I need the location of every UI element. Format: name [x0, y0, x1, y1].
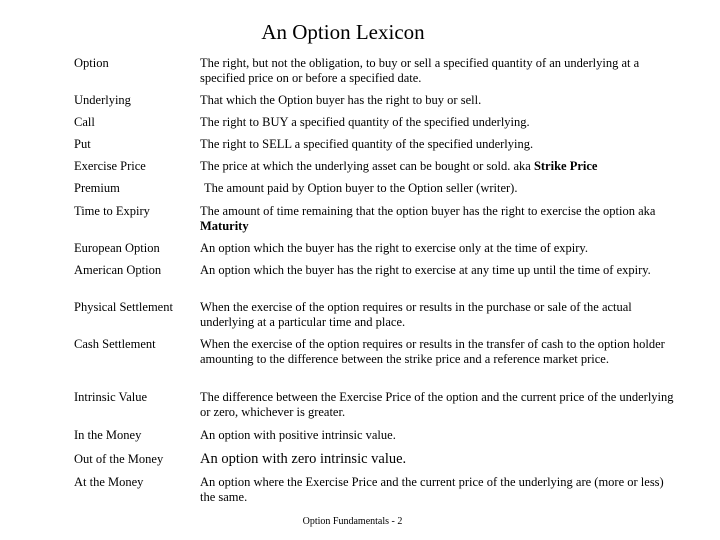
definition-text: The amount of time remaining that the option buyer has the right to exercise the option aka: [200, 204, 656, 218]
definition: An option with positive intrinsic value.: [200, 428, 396, 442]
term: Underlying: [74, 93, 131, 107]
definition: An option which the buyer has the right to exercise at any time up until the time of expiry.: [200, 263, 651, 277]
definition-emphasis: Maturity: [200, 219, 249, 233]
definition: An option where the Exercise Price and the current price of the underlying are (more or less) the same.: [200, 475, 664, 504]
definition: When the exercise of the option requires or results in the purchase or sale of the actual underlying at a particular time and place.: [200, 300, 632, 329]
term: Out of the Money: [74, 452, 164, 466]
term: In the Money: [74, 428, 142, 442]
term: Intrinsic Value: [74, 390, 148, 404]
definition-emphasis: Strike Price: [533, 159, 598, 173]
term: Call: [74, 115, 95, 129]
definition: [200, 159, 674, 174]
term: Premium: [74, 181, 120, 195]
term: Put: [74, 137, 91, 151]
definition: The right, but not the obligation, to buy or sell a specified quantity of an underlying at a specified price on or before a specified date.: [200, 56, 640, 85]
definition: The right to SELL a specified quantity of the specified underlying.: [200, 137, 534, 151]
definition: The difference between the Exercise Price of the option and the current price of the underlying or zero, whichever is greater.: [200, 390, 674, 419]
definition: When the exercise of the option requires or results in the transfer of cash to the option holder amounting to the difference between the strike price and a reference market price.: [200, 337, 665, 366]
term: European Option: [74, 241, 160, 255]
definition: The amount paid by Option buyer to the Option seller (writer).: [204, 181, 518, 195]
term: Time to Expiry: [74, 204, 150, 218]
definition: The right to BUY a specified quantity of the specified underlying.: [200, 115, 530, 129]
term: Cash Settlement: [74, 337, 156, 351]
page-footer: Option Fundamentals - 2: [302, 516, 403, 527]
term: American Option: [74, 263, 162, 277]
page-title: An Option Lexicon: [261, 20, 425, 44]
definition: That which the Option buyer has the right to buy or sell.: [200, 93, 482, 107]
term: Physical Settlement: [74, 300, 173, 314]
term: At the Money: [74, 475, 144, 489]
definition: An option with zero intrinsic value.: [200, 451, 407, 467]
definition-text: The price at which the underlying asset can be bought or sold. aka: [200, 159, 534, 173]
term: Option: [74, 56, 109, 70]
term: Exercise Price: [74, 159, 146, 173]
definition: An option which the buyer has the right to exercise only at the time of expiry.: [200, 241, 588, 255]
definition: [200, 204, 674, 234]
